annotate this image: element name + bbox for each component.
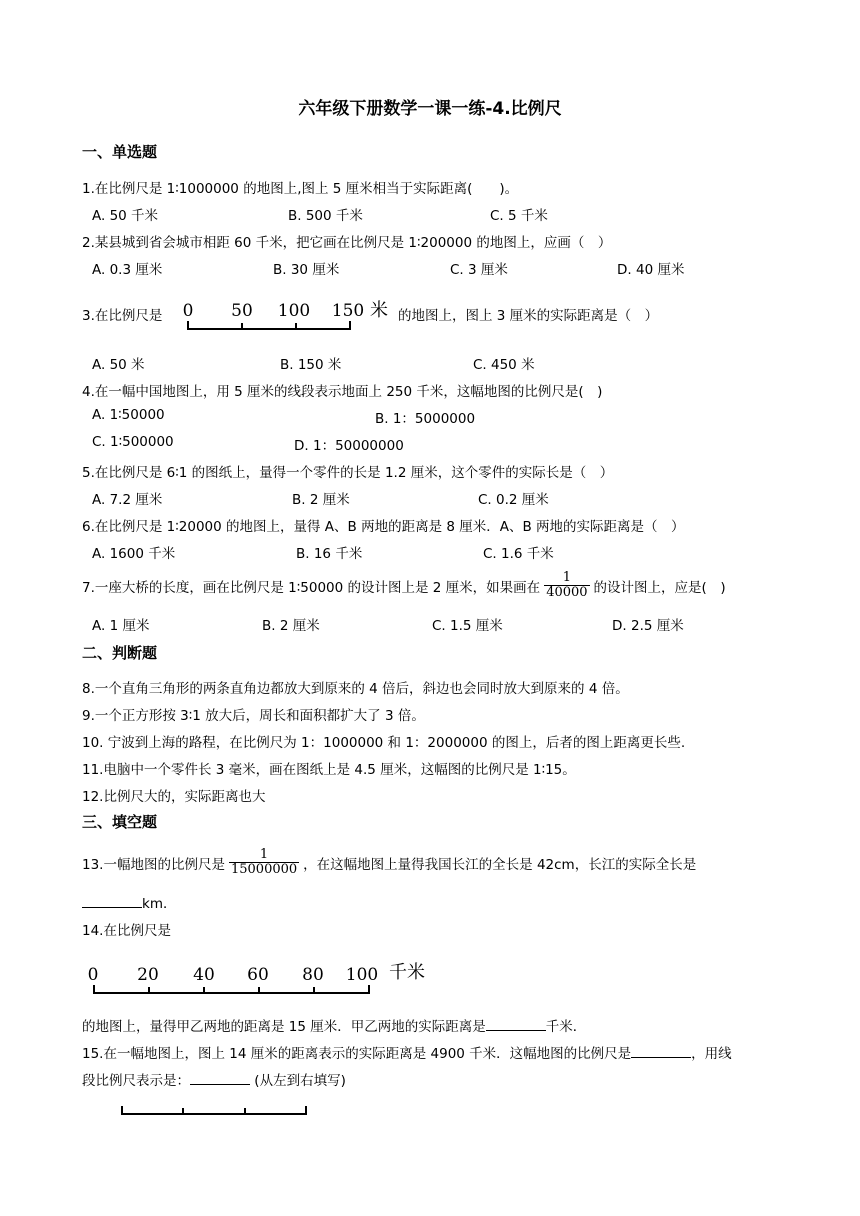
q4-option-a: A. 1∶50000 xyxy=(92,407,165,423)
question-3-prefix: 3.在比例尺是 xyxy=(82,308,163,324)
section-heading-true-false: 二、判断题 xyxy=(82,644,158,662)
q3-option-b: B. 150 米 xyxy=(280,357,342,373)
question-15 xyxy=(82,1042,732,1062)
q1-option-c: C. 5 千米 xyxy=(490,208,548,224)
q2-option-a: A. 0.3 厘米 xyxy=(92,262,163,278)
q7-suffix: 的设计图上，应是( ) xyxy=(593,579,726,596)
q14-line2-prefix: 的地图上，量得甲乙两地的距离是 15 厘米．甲乙两地的实际距离是 xyxy=(82,1019,486,1035)
question-12: 12.比例尺大的，实际距离也大 xyxy=(82,789,266,805)
q13-line2: km． xyxy=(142,896,177,912)
question-9: 9.一个正方形按 3∶1 放大后，周长和面积都扩大了 3 倍。 xyxy=(82,708,425,724)
q2-option-d: D. 40 厘米 xyxy=(617,262,685,278)
q15-scale-bar xyxy=(118,1100,318,1120)
q7-option-b: B. 2 厘米 xyxy=(262,618,320,634)
question-13-line2 xyxy=(82,892,176,912)
q3-scale-label-3: 150 xyxy=(331,301,365,321)
q5-option-a: A. 7.2 厘米 xyxy=(92,492,163,508)
q3-option-c: C. 450 米 xyxy=(473,357,535,373)
q1-option-b: B. 500 千米 xyxy=(288,208,363,224)
q3-scale-bar xyxy=(180,296,395,336)
q3-scale-label-1: 50 xyxy=(231,301,253,321)
q7-option-a: A. 1 厘米 xyxy=(92,618,150,634)
q13-prefix: 13.一幅地图的比例尺是 xyxy=(82,856,225,873)
question-13 xyxy=(82,848,696,877)
q3-option-a: A. 50 米 xyxy=(92,357,145,373)
q15-prefix: 15.在一幅地图上，图上 14 厘米的距离表示的实际距离是 4900 千米．这幅地图的比例尺是 xyxy=(82,1046,632,1062)
q13-fraction-numerator: 1 xyxy=(259,847,269,862)
q5-option-b: B. 2 厘米 xyxy=(292,492,350,508)
question-14-line2 xyxy=(82,1015,586,1035)
q14-scale-label-2: 40 xyxy=(193,965,215,985)
q3-scale-unit: 米 xyxy=(370,300,388,321)
q4-option-d: D. 1：50000000 xyxy=(294,438,404,454)
q6-option-a: A. 1600 千米 xyxy=(92,546,176,562)
q7-option-c: C. 1.5 厘米 xyxy=(432,618,503,634)
q3-scale-label-0: 0 xyxy=(182,301,194,321)
q15-line2-prefix: 段比例尺表示是： xyxy=(82,1073,190,1089)
q7-fraction xyxy=(544,571,589,600)
q2-option-c: C. 3 厘米 xyxy=(450,262,508,278)
q4-option-b: B. 1：5000000 xyxy=(375,411,476,427)
question-6: 6.在比例尺是 1∶20000 的地图上，量得 A、B 两地的距离是 8 厘米．A、B 两地的实际距离是（ ） xyxy=(82,519,685,535)
q6-option-c: C. 1.6 千米 xyxy=(483,546,554,562)
q14-scale-label-1: 20 xyxy=(137,965,159,985)
q2-option-b: B. 30 厘米 xyxy=(273,262,340,278)
question-11: 11.电脑中一个零件长 3 毫米，画在图纸上是 4.5 厘米，这幅图的比例尺是 1∶15。 xyxy=(82,762,576,778)
q14-scale-label-5: 100 xyxy=(345,965,379,985)
q13-answer-blank[interactable] xyxy=(82,895,142,908)
q13-fraction-denominator: 15000000 xyxy=(230,862,298,877)
question-7 xyxy=(82,571,726,600)
q7-fraction-denominator: 40000 xyxy=(546,585,588,600)
q7-prefix: 7.一座大桥的长度，画在比例尺是 1∶50000 的设计图上是 2 厘米，如果画在 xyxy=(82,579,541,596)
q14-answer-blank[interactable] xyxy=(486,1018,546,1031)
q14-scale-unit: 千米 xyxy=(389,962,425,983)
q13-suffix: ，在这幅地图上量得我国长江的全长是 42cm，长江的实际全长是 xyxy=(303,856,697,873)
question-5: 5.在比例尺是 6∶1 的图纸上，量得一个零件的长是 1.2 厘米，这个零件的实际长是（ ） xyxy=(82,465,614,481)
q13-fraction xyxy=(229,848,299,877)
q7-option-d: D. 2.5 厘米 xyxy=(612,618,684,634)
q14-scale-label-4: 80 xyxy=(302,965,324,985)
question-2: 2.某县城到省会城市相距 60 千米，把它画在比例尺是 1∶200000 的地图上，应画（ ） xyxy=(82,235,612,251)
question-15-line2 xyxy=(82,1069,346,1089)
q3-scale-label-2: 100 xyxy=(277,301,311,321)
q1-option-a: A. 50 千米 xyxy=(92,208,159,224)
question-4: 4.在一幅中国地图上，用 5 厘米的线段表示地面上 250 千米，这幅地图的比例尺是( ) xyxy=(82,384,603,400)
section-heading-fill-blank: 三、填空题 xyxy=(82,813,158,831)
q15-answer-blank-2[interactable] xyxy=(190,1072,250,1085)
q15-answer-blank-1[interactable] xyxy=(631,1045,691,1058)
q14-scale-bar xyxy=(84,958,444,998)
q6-option-b: B. 16 千米 xyxy=(296,546,363,562)
question-8: 8.一个直角三角形的两条直角边都放大到原来的 4 倍后，斜边也会同时放大到原来的 4 倍。 xyxy=(82,681,629,697)
q14-line2-suffix: 千米． xyxy=(545,1019,587,1035)
page-title: 六年级下册数学一课一练-4.比例尺 xyxy=(298,99,562,119)
question-10: 10. 宁波到上海的路程，在比例尺为 1：1000000 和 1：2000000 的图上，后者的图上距离更长些. xyxy=(82,735,686,751)
q15-suffix: ，用线 xyxy=(691,1046,732,1062)
q14-scale-label-3: 60 xyxy=(247,965,269,985)
question-1: 1.在比例尺是 1∶1000000 的地图上,图上 5 厘米相当于实际距离( )。 xyxy=(82,181,519,197)
q7-fraction-numerator: 1 xyxy=(562,570,571,585)
question-3-suffix: 的地图上，图上 3 厘米的实际距离是（ ） xyxy=(398,308,659,324)
question-14: 14.在比例尺是 xyxy=(82,923,171,939)
q15-line2-suffix: (从左到右填写) xyxy=(254,1073,346,1089)
q5-option-c: C. 0.2 厘米 xyxy=(478,492,549,508)
section-heading-single-choice: 一、单选题 xyxy=(82,143,158,161)
q14-scale-label-0: 0 xyxy=(87,965,99,985)
q4-option-c: C. 1∶500000 xyxy=(92,434,174,450)
